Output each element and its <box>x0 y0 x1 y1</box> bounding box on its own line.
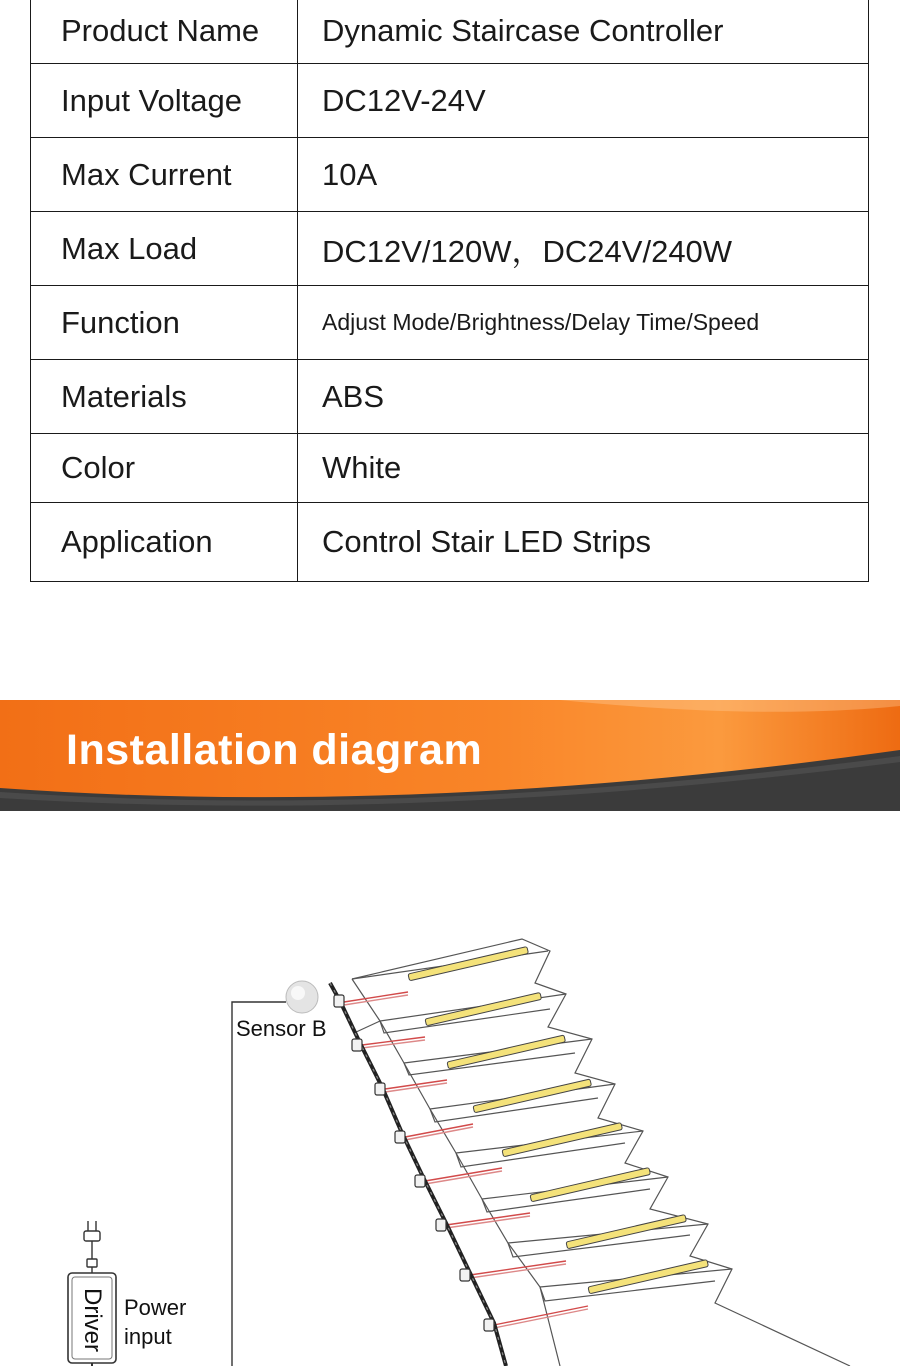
table-row <box>31 360 869 434</box>
table-row <box>31 138 869 212</box>
connector <box>484 1319 494 1331</box>
spec-value: 10A <box>298 138 869 212</box>
spec-key: Max Load <box>31 212 298 286</box>
table-row <box>31 212 869 286</box>
spec-table <box>30 0 869 582</box>
power-plug-icon <box>84 1221 100 1273</box>
spec-value: DC12V-24V <box>298 64 869 138</box>
spec-key: Materials <box>31 360 298 434</box>
led-strip <box>530 1168 650 1202</box>
table-row <box>31 503 869 582</box>
spec-value: ABS <box>298 360 869 434</box>
led-strip <box>566 1215 686 1249</box>
power-label-line2: input <box>124 1324 172 1349</box>
led-strip <box>425 992 542 1025</box>
spec-key: Color <box>31 434 298 503</box>
connector <box>395 1131 405 1143</box>
section-banner <box>0 700 900 811</box>
driver-label: Driver <box>79 1288 106 1352</box>
table-row <box>31 64 869 138</box>
sensor-icon <box>286 981 318 1013</box>
power-label-line1: Power <box>124 1295 187 1320</box>
spec-key: Max Current <box>31 138 298 212</box>
banner-title: Installation diagram <box>66 726 483 774</box>
spec-value: DC12V/120W，DC24V/240W <box>298 212 869 286</box>
connector <box>352 1039 362 1051</box>
connector <box>415 1175 425 1187</box>
spec-key: Product Name <box>31 0 298 64</box>
staircase-drawing <box>0 811 900 1366</box>
spec-value: Control Stair LED Strips <box>298 503 869 582</box>
spec-value: White <box>298 434 869 503</box>
connector <box>375 1083 385 1095</box>
table-row <box>31 286 869 360</box>
spec-key: Function <box>31 286 298 360</box>
sensor-label: Sensor B <box>236 1016 327 1041</box>
table-row <box>31 434 869 503</box>
spec-value: Adjust Mode/Brightness/Delay Time/Speed <box>298 286 869 360</box>
spec-value: Dynamic Staircase Controller <box>298 0 869 64</box>
installation-diagram <box>0 811 900 1366</box>
table-row <box>31 0 869 64</box>
connector <box>460 1269 470 1281</box>
connector <box>436 1219 446 1231</box>
spec-key: Application <box>31 503 298 582</box>
spec-key: Input Voltage <box>31 64 298 138</box>
led-strip <box>447 1035 565 1069</box>
connector <box>334 995 344 1007</box>
